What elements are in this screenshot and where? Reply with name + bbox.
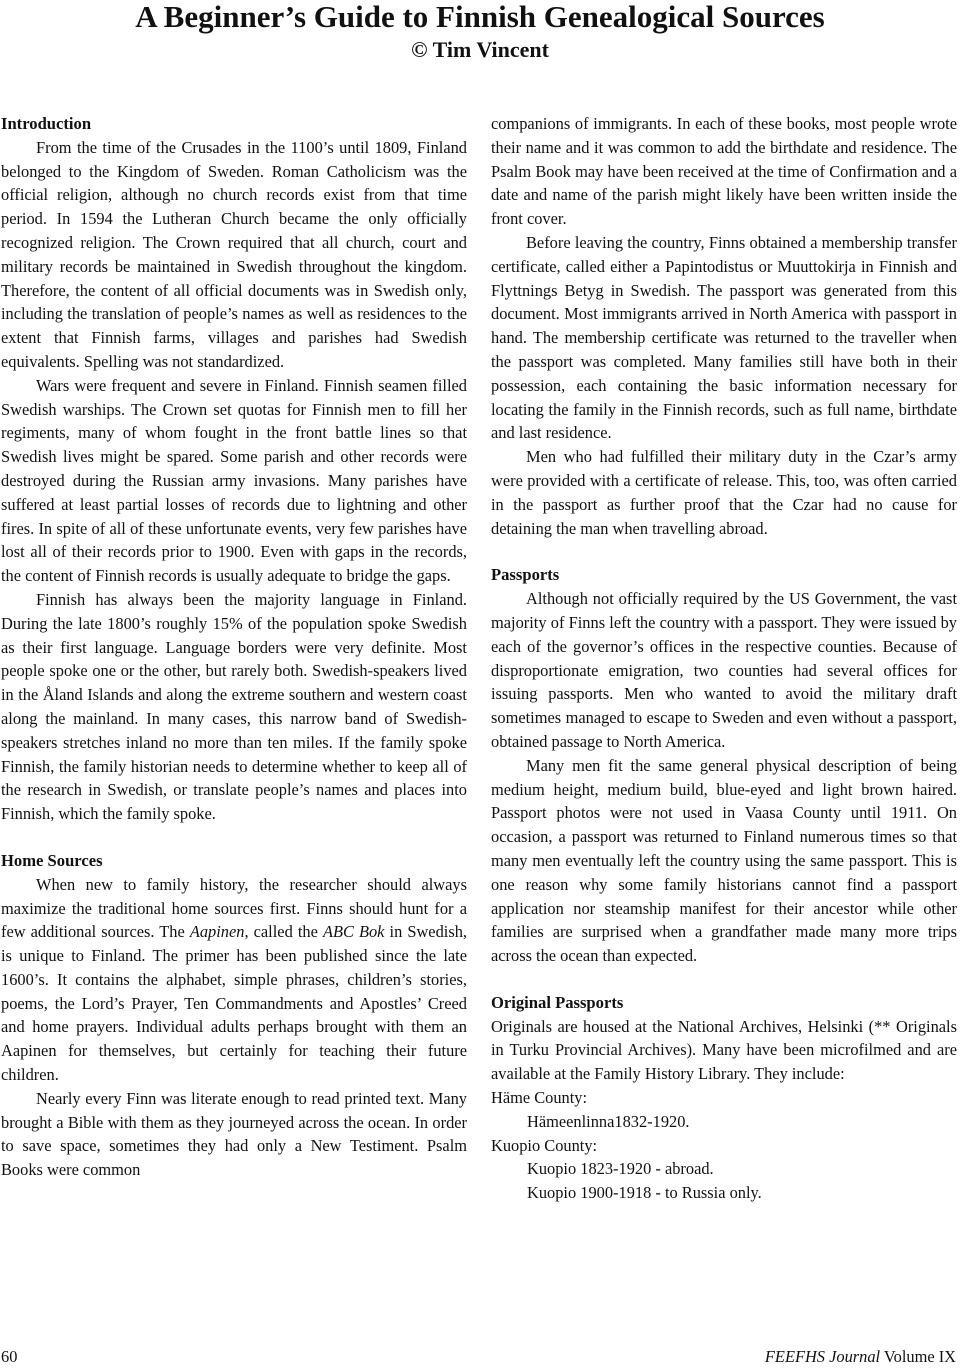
county-label: Kuopio County: <box>491 1135 598 1155</box>
section-heading-original-passports: Original Passports <box>491 992 624 1012</box>
section-heading-home-sources: Home Sources <box>1 850 103 870</box>
journal-name: FEEFHS Journal <box>764 1347 881 1366</box>
page-number: 60 <box>1 1347 18 1366</box>
paragraph: Originals are housed at the National Archives, Helsinki (** Originals in Turku Provincial Archives). Many have been microfilmed and are available at the Family History Library. They include: <box>491 1016 957 1084</box>
left-column <box>1 112 467 1182</box>
author-line: © Tim Vincent <box>411 37 549 62</box>
text-run: , called the <box>244 922 323 942</box>
county-label: Häme County: <box>491 1088 588 1108</box>
paragraph: Wars were frequent and severe in Finland. Finnish seamen filled Swedish warships. The Crown set quotas for Finnish men to fill her regiments, many of whom fought in the front battle lines so that Swedish lives might be spared. Some parish and other records were destroyed during the Russian army invasions. Many parishes have suffered at least partial losses of records due to lightning and other fires. In spite of all of these unfortunate events, very few parishes have lost all of their records prior to 1900. Even with gaps in the records, the content of Finnish records is usually adequate to bridge the gaps. <box>1 375 467 586</box>
section-spacer <box>491 968 957 991</box>
paragraph: Many men fit the same general physical description of being medium height, medium build, blue-eyed and light brown haired. Passport photos were not used in Vaasa County until 1911. On occasion, a passport was returned to Finland numerous times so that many men eventually left the country using the same passport. This is one reason why some family historians cannot find a passport application nor steamship manifest for their ancestor while other families are surprised when a grandfather made many more trips across the ocean than expected. <box>491 755 957 966</box>
journal-volume: Volume IX <box>883 1347 956 1366</box>
page-title: A Beginner’s Guide to Finnish Genealogical Sources <box>135 0 825 34</box>
archive-list-item: Kuopio 1900-1918 - to Russia only. <box>527 1183 762 1203</box>
paragraph <box>1 873 467 1087</box>
paragraph: Finnish has always been the majority language in Finland. During the late 1800’s roughly 15% of the population spoke Swedish as their first language. Language borders were very definite. Most people spoke one or the other, but rarely both. Swedish-speakers lived in the Åland Islands and along the extreme southern and western coast along the mainland. In many cases, this narrow band of Swedish-speakers stretches inland no more than ten miles. If the family spoke Finnish, the family historian needs to determine whether to keep all of the research in Swedish, or translate people’s names and places into Finnish, which the family spoke. <box>1 589 467 824</box>
text-run: When new to family history, the researcher should always maximize the traditional home sources first. Finns should hunt for a few additional sources. The <box>1 874 467 942</box>
archive-list-item: Hämeenlinna1832-1920. <box>527 1111 690 1131</box>
aapinen-term: Aapinen <box>189 922 245 942</box>
section-heading-introduction: Introduction <box>1 114 92 133</box>
right-column <box>491 112 957 1205</box>
journal-footer <box>765 1346 956 1368</box>
paragraph: companions of immigrants. In each of these books, most people wrote their name and it was common to add the birthdate and residence. The Psalm Book may have been received at the time of Confirmation and a date and name of the parish might likely have been written inside the front cover. <box>491 114 957 229</box>
section-spacer <box>1 826 467 849</box>
paragraph: Although not officially required by the US Government, the vast majority of Finns left the country with a passport. They were issued by each of the governor’s offices in the respective counties. Because of disproportionate emigration, two counties had several offices for issuing passports. Men who wanted to avoid the military draft sometimes managed to escape to Sweden and even without a passport, obtained passage to North America. <box>491 589 957 751</box>
section-spacer <box>491 540 957 563</box>
paragraph: Before leaving the country, Finns obtained a membership transfer certificate, called either a Papintodistus or Muuttokirja in Finnish and Flyttnings Betyg in Swedish. The passport was generated from this document. Most immigrants arrived in North America with passport in hand. The membership certificate was returned to the traveller when the passport was completed. Many families still have both in their possession, each containing the basic information necessary for locating the family in the Finnish records, such as full name, birthdate and last residence. <box>491 232 957 443</box>
text-run: in Swedish, is unique to Finland. The primer has been published since the late 1600’s. It contains the alphabet, simple phrases, children’s stories, poems, the Lord’s Prayer, Ten Commandments and Apostles’ Creed and home prayers. Individual adults perhaps brought with them an Aapinen for themselves, but certainly for teaching their future children. <box>1 922 467 1085</box>
archive-list-item: Kuopio 1823-1920 - abroad. <box>527 1159 714 1179</box>
paragraph: Nearly every Finn was literate enough to read printed text. Many brought a Bible with them as they journeyed across the ocean. In order to save space, sometimes they had only a New Testiment. Psalm Books were common <box>1 1088 467 1180</box>
abc-bok-term: ABC Bok <box>322 922 385 942</box>
paragraph: Men who had fulfilled their military duty in the Czar’s army were provided with a certificate of release. This, too, was often carried in the passport as further proof that the Czar had no cause for detaining the man when travelling abroad. <box>491 447 957 538</box>
paragraph: From the time of the Crusades in the 1100’s until 1809, Finland belonged to the Kingdom of Sweden. Roman Catholicism was the official religion, although no church records exist from that time period. In 1594 the Lutheran Church became the only officially recognized religion. The Crown required that all church, court and military records be maintained in Swedish throughout the kingdom. Therefore, the content of all official documents was in Swedish only, including the translation of people’s names as well as residences to the extent that Finnish farms, villages and parishes had Swedish equivalents. Spelling was not standardized. <box>1 137 467 371</box>
section-heading-passports: Passports <box>491 565 560 585</box>
